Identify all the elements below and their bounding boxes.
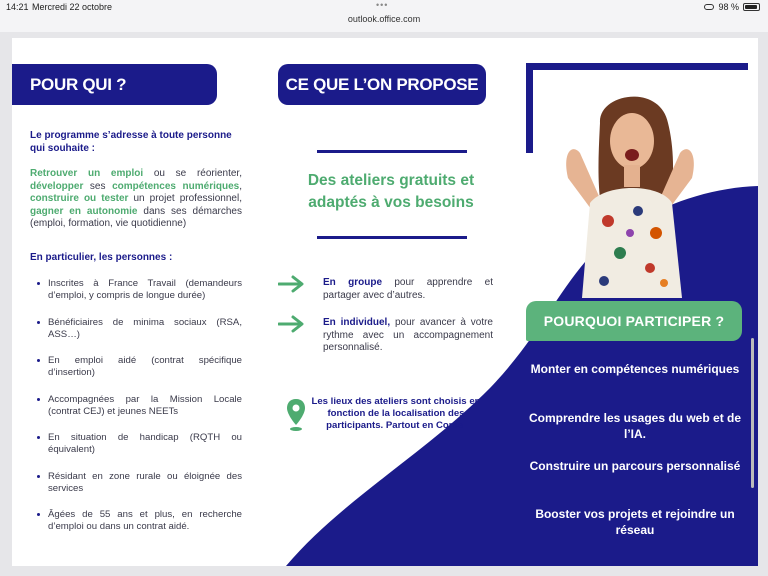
more-dots-icon[interactable]: ••• <box>376 0 389 10</box>
personnes-list <box>36 278 242 548</box>
reason-item: Booster vos projets et rejoindre un réseau <box>535 507 735 537</box>
pourquoi-participer-badge: POURQUOI PARTICIPER ? <box>526 301 742 341</box>
arrow-right-icon <box>278 315 306 333</box>
list-item: En emploi aidé (contrat spécifique d’insertion) <box>36 355 242 379</box>
url-bar[interactable] <box>0 14 768 24</box>
lieux-text <box>310 396 482 432</box>
objective-text: ses <box>83 180 113 192</box>
list-item: Résidant en zone rurale ou éloignée des services <box>36 471 242 495</box>
objective-text: ou se réorienter, <box>143 168 242 179</box>
status-time: 14:21 <box>6 2 29 12</box>
reason-item: Construire un parcours personnalisé <box>529 459 741 473</box>
excited-woman-photo <box>560 83 700 298</box>
reason-item: Comprendre les usages du web et de l’IA. <box>528 411 742 441</box>
flyer-page <box>12 38 758 566</box>
list-item: En situation de handicap (RQTH ou équivalent) <box>36 432 242 456</box>
scrollbar[interactable] <box>751 338 754 488</box>
list-item: Bénéficiaires de minima sociaux (RSA, ASS…) <box>36 317 242 341</box>
divider-bottom <box>317 236 467 239</box>
lieux-corse: Partout en Corse. <box>385 420 466 431</box>
pour-qui-header: POUR QUI ? <box>12 64 217 105</box>
groupe-desc: pour apprendre et partager avec d’autres. <box>323 277 493 301</box>
list-item: Accompagnées par la Mission Locale (contrat CEJ) et jeunes NEETs <box>36 394 242 418</box>
lieux-description: Les lieux des ateliers sont choisis en fonction de la localisation des participants. <box>311 396 481 431</box>
location-pin-icon <box>286 398 306 432</box>
propose-header: CE QUE L’ON PROPOSE <box>278 64 486 105</box>
reason-item: Monter en compétences numériques <box>530 362 740 376</box>
list-item: Âgées de 55 ans et plus, en recherche d’emploi ou dans un contrat aidé. <box>36 509 242 533</box>
objective-text: un projet professionnel, <box>128 193 242 204</box>
list-item: Inscrites à France Travail (demandeurs d’emploi, y compris de longue durée) <box>36 278 242 302</box>
url-text: outlook.office.com <box>347 14 421 24</box>
groupe-text <box>323 277 493 302</box>
intro-text: Le programme s’adresse à toute personne qui souhaite : <box>30 130 232 154</box>
status-date: Mercredi 22 octobre <box>32 2 113 12</box>
battery-icon <box>743 3 760 11</box>
status-right <box>704 2 760 12</box>
objective-highlight: Retrouver un emploi <box>30 168 144 179</box>
objective-highlight: compétences numériques <box>112 180 240 192</box>
objective-text: , <box>239 180 243 192</box>
objective-highlight: développer <box>30 180 84 192</box>
link-icon <box>704 4 714 10</box>
divider-top <box>317 150 467 153</box>
objective-highlight: construire ou tester <box>30 193 129 204</box>
objective-text: dans ses démarches (emploi, formation, vie quotidienne) <box>30 205 242 229</box>
groupe-label: En groupe <box>323 277 383 288</box>
individuel-text <box>323 317 493 355</box>
individuel-label: En individuel, <box>323 317 391 328</box>
arrow-right-icon <box>278 275 306 293</box>
battery-level: 98 % <box>718 2 739 12</box>
individuel-desc: pour avancer à votre rythme avec un accompagnement personnalisé. <box>323 317 493 353</box>
personnes-title: En particulier, les personnes : <box>30 252 173 263</box>
objectives-paragraph <box>30 168 242 231</box>
offer-headline: Des ateliers gratuits et adaptés à vos besoins <box>307 172 475 211</box>
objective-highlight: gagner en autonomie <box>30 205 138 217</box>
browser-status-bar <box>0 0 768 32</box>
